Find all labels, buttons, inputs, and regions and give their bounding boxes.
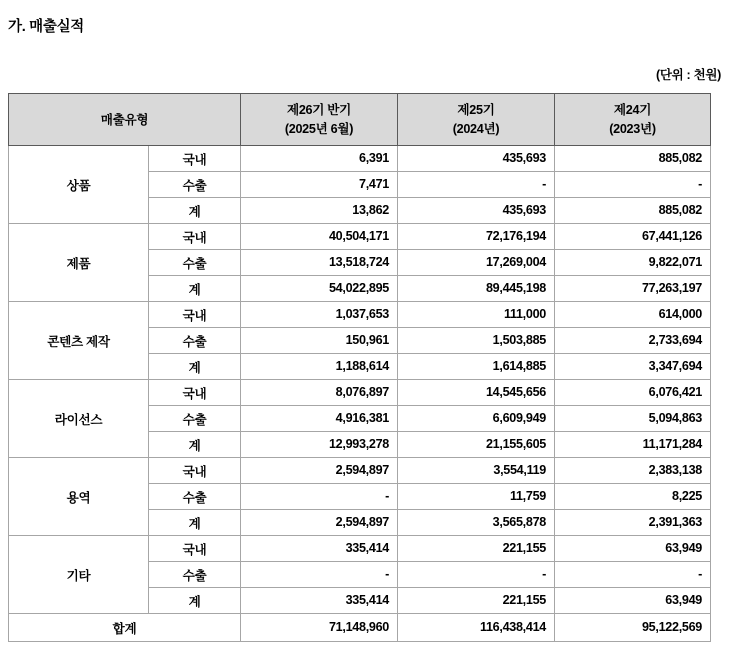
subcategory-cell: 수출 [149,561,241,587]
header-period-2-line2: (2024년) [452,121,500,136]
value-cell: 8,225 [555,483,711,509]
value-cell: 12,993,278 [241,431,398,457]
subcategory-cell: 수출 [149,249,241,275]
value-cell: 6,076,421 [555,379,711,405]
header-period-3 [555,94,711,146]
value-cell: 77,263,197 [555,275,711,301]
sales-table-container [0,93,743,642]
total-value-cell: 95,122,569 [555,613,711,641]
value-cell: 40,504,171 [241,223,398,249]
subcategory-cell: 수출 [149,483,241,509]
header-period-2-line1: 제25기 [457,103,495,118]
total-row [9,613,711,641]
subcategory-cell: 국내 [149,223,241,249]
total-value-cell: 116,438,414 [398,613,555,641]
header-period-1 [241,94,398,146]
total-label-cell: 합계 [9,613,241,641]
value-cell: 21,155,605 [398,431,555,457]
value-cell: 3,554,119 [398,457,555,483]
table-row [9,379,711,405]
value-cell: 63,949 [555,535,711,561]
subcategory-cell: 국내 [149,301,241,327]
subcategory-cell: 국내 [149,145,241,171]
value-cell: 54,022,895 [241,275,398,301]
value-cell: - [398,171,555,197]
value-cell: 6,391 [241,145,398,171]
value-cell: - [241,561,398,587]
value-cell: 2,383,138 [555,457,711,483]
value-cell: 13,862 [241,197,398,223]
subcategory-cell: 국내 [149,379,241,405]
value-cell: 111,000 [398,301,555,327]
subcategory-cell: 국내 [149,457,241,483]
subcategory-cell: 국내 [149,535,241,561]
sales-performance-table [8,93,711,642]
value-cell: 435,693 [398,197,555,223]
subcategory-cell: 수출 [149,171,241,197]
subcategory-cell: 수출 [149,327,241,353]
category-cell: 상품 [9,145,149,223]
value-cell: 7,471 [241,171,398,197]
subcategory-cell: 계 [149,431,241,457]
value-cell: 2,594,897 [241,457,398,483]
value-cell: 2,594,897 [241,509,398,535]
category-cell: 콘텐츠 제작 [9,301,149,379]
header-period-3-line1: 제24기 [613,103,652,118]
value-cell: 11,759 [398,483,555,509]
value-cell: 2,733,694 [555,327,711,353]
header-category: 매출유형 [9,94,241,146]
header-period-3-line2: (2023년) [609,121,656,136]
value-cell: - [555,171,711,197]
value-cell: 67,441,126 [555,223,711,249]
table-row [9,457,711,483]
header-row [9,94,711,146]
value-cell: 1,614,885 [398,353,555,379]
value-cell: 3,347,694 [555,353,711,379]
table-row [9,145,711,171]
subcategory-cell: 계 [149,587,241,613]
value-cell: 1,503,885 [398,327,555,353]
value-cell: 14,545,656 [398,379,555,405]
value-cell: 11,171,284 [555,431,711,457]
value-cell: 9,822,071 [555,249,711,275]
value-cell: 5,094,863 [555,405,711,431]
value-cell: 13,518,724 [241,249,398,275]
value-cell: 435,693 [398,145,555,171]
subcategory-cell: 수출 [149,405,241,431]
value-cell: - [241,483,398,509]
value-cell: 335,414 [241,587,398,613]
category-cell: 기타 [9,535,149,613]
value-cell: 150,961 [241,327,398,353]
value-cell: 4,916,381 [241,405,398,431]
subcategory-cell: 계 [149,275,241,301]
unit-note: (단위 : 천원) [655,68,721,83]
value-cell: 63,949 [555,587,711,613]
header-period-1-line1: 제26기 반기 [286,103,352,118]
table-row [9,535,711,561]
subcategory-cell: 계 [149,353,241,379]
value-cell: 335,414 [241,535,398,561]
table-header [9,94,711,146]
value-cell: 221,155 [398,535,555,561]
value-cell: 885,082 [555,197,711,223]
value-cell: 8,076,897 [241,379,398,405]
value-cell: 17,269,004 [398,249,555,275]
value-cell: - [555,561,711,587]
category-cell: 제품 [9,223,149,301]
table-row [9,301,711,327]
value-cell: 1,037,653 [241,301,398,327]
subcategory-cell: 계 [149,509,241,535]
total-value-cell: 71,148,960 [241,613,398,641]
table-row [9,223,711,249]
value-cell: 2,391,363 [555,509,711,535]
value-cell: 614,000 [555,301,711,327]
value-cell: 72,176,194 [398,223,555,249]
subcategory-cell: 계 [149,197,241,223]
value-cell: 3,565,878 [398,509,555,535]
table-body [9,145,711,641]
category-cell: 라이선스 [9,379,149,457]
value-cell: 885,082 [555,145,711,171]
header-period-2 [398,94,555,146]
value-cell: 6,609,949 [398,405,555,431]
header-period-1-line2: (2025년 6월) [284,121,354,136]
value-cell: 1,188,614 [241,353,398,379]
page-title: 가. 매출실적 [8,19,84,35]
value-cell: 221,155 [398,587,555,613]
value-cell: - [398,561,555,587]
category-cell: 용역 [9,457,149,535]
value-cell: 89,445,198 [398,275,555,301]
